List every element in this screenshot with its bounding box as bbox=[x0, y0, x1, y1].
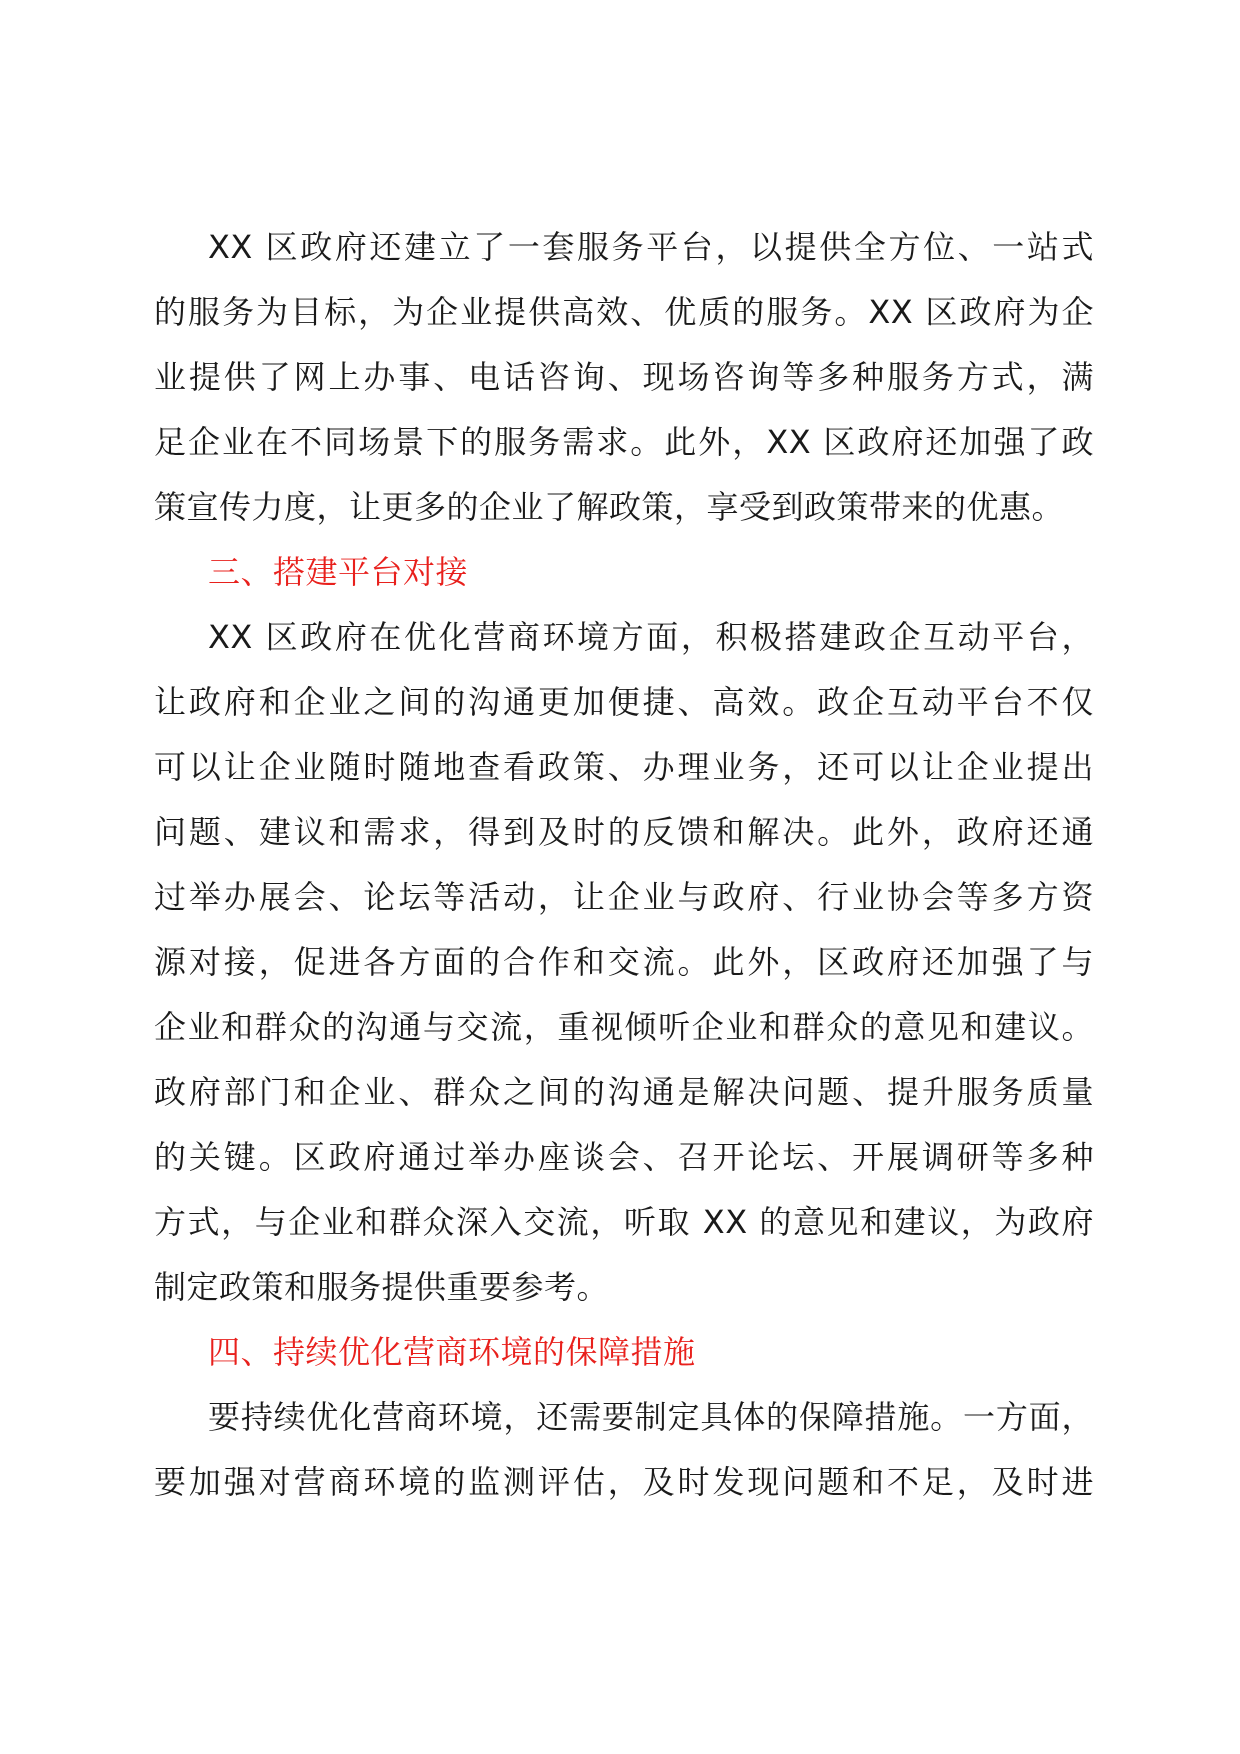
text-line: 源对接，促进各方面的合作和交流。此外，区政府还加强了与 bbox=[154, 943, 1094, 981]
document-body bbox=[154, 215, 1094, 1515]
text-line: 可以让企业随时随地查看政策、办理业务，还可以让企业提出 bbox=[154, 748, 1094, 786]
section-heading-3: 三、搭建平台对接 bbox=[208, 553, 469, 591]
text-line: XX 区政府还建立了一套服务平台，以提供全方位、一站式 bbox=[208, 228, 1094, 266]
text-line: 政府部门和企业、群众之间的沟通是解决问题、提升服务质量 bbox=[154, 1073, 1094, 1111]
text-line: 的服务为目标，为企业提供高效、优质的服务。XX 区政府为企 bbox=[154, 293, 1094, 331]
text-line: XX 区政府在优化营商环境方面，积极搭建政企互动平台， bbox=[208, 618, 1094, 656]
text-line: 要加强对营商环境的监测评估，及时发现问题和不足，及时进 bbox=[154, 1463, 1094, 1501]
text-line: 策宣传力度，让更多的企业了解政策，享受到政策带来的优惠。 bbox=[154, 488, 1065, 526]
paragraph-platform-docking bbox=[154, 605, 1094, 1320]
text-line: 过举办展会、论坛等活动，让企业与政府、行业协会等多方资 bbox=[154, 878, 1094, 916]
paragraph-service-platform bbox=[154, 215, 1094, 540]
text-line: 要持续优化营商环境，还需要制定具体的保障措施。一方面， bbox=[208, 1398, 1094, 1436]
text-line: 足企业在不同场景下的服务需求。此外，XX 区政府还加强了政 bbox=[154, 423, 1094, 461]
text-line: 问题、建议和需求，得到及时的反馈和解决。此外，政府还通 bbox=[154, 813, 1094, 851]
text-line: 企业和群众的沟通与交流，重视倾听企业和群众的意见和建议。 bbox=[154, 1008, 1094, 1046]
text-line: 让政府和企业之间的沟通更加便捷、高效。政企互动平台不仅 bbox=[154, 683, 1094, 721]
text-line: 业提供了网上办事、电话咨询、现场咨询等多种服务方式，满 bbox=[154, 358, 1094, 396]
text-line: 的关键。区政府通过举办座谈会、召开论坛、开展调研等多种 bbox=[154, 1138, 1094, 1176]
text-line: 方式，与企业和群众深入交流，听取 XX 的意见和建议，为政府 bbox=[154, 1203, 1094, 1241]
text-line: 制定政策和服务提供重要参考。 bbox=[154, 1268, 610, 1306]
section-heading-4: 四、持续优化营商环境的保障措施 bbox=[208, 1333, 696, 1371]
paragraph-safeguard-measures bbox=[154, 1385, 1094, 1515]
